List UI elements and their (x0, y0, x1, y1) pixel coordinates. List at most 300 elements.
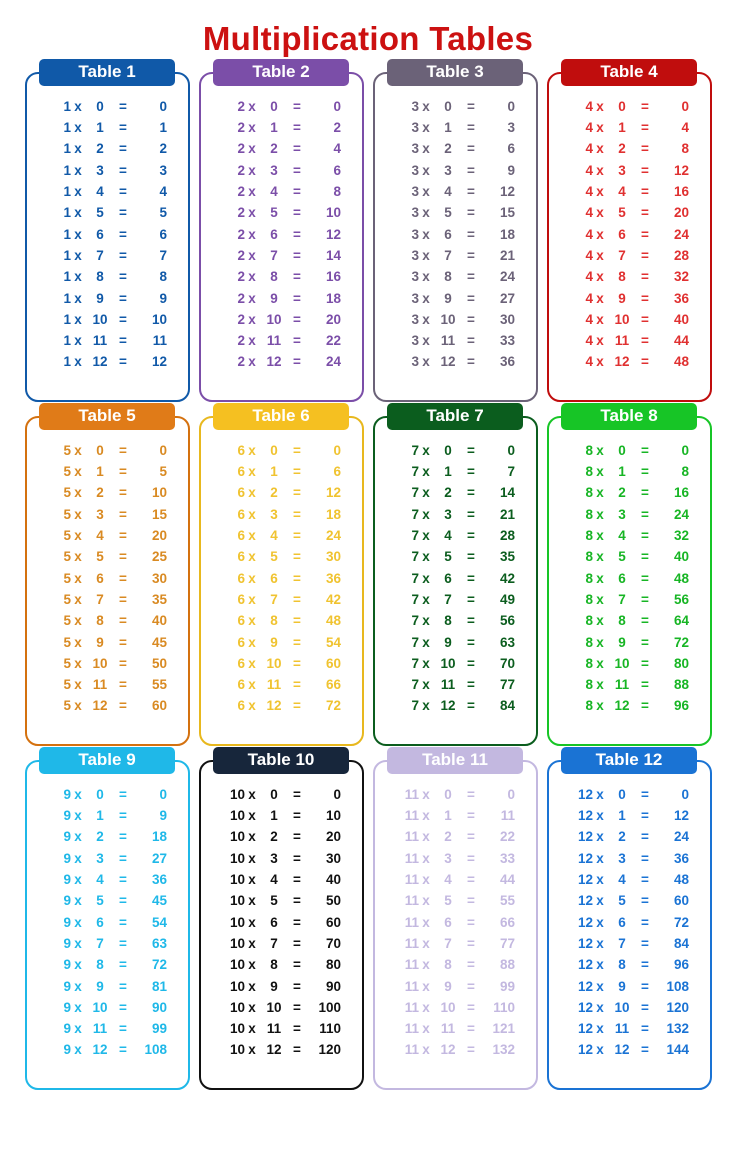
times-symbol: x (74, 808, 82, 824)
equals-symbol: = (467, 808, 475, 824)
multiplier: 10 (440, 311, 456, 327)
multiplier: 0 (96, 98, 104, 114)
page-title: Multiplication Tables (202, 20, 534, 57)
multiplier: 0 (618, 786, 626, 802)
equals-symbol: = (293, 485, 301, 501)
table-row (393, 933, 517, 954)
product: 72 (673, 634, 689, 650)
table-row (45, 632, 169, 653)
equals-symbol: = (467, 333, 475, 349)
multiplicand: 10 (229, 1042, 245, 1058)
table-row (393, 589, 517, 610)
product: 10 (325, 808, 341, 824)
multiplier: 10 (92, 999, 108, 1015)
times-symbol: x (596, 914, 604, 930)
multiplier: 7 (618, 591, 626, 607)
equals-symbol: = (467, 141, 475, 157)
multiplicand: 4 (585, 120, 593, 136)
equals-symbol: = (467, 354, 475, 370)
multiplier: 1 (444, 464, 452, 480)
table-row (219, 224, 343, 245)
table-row (219, 784, 343, 805)
times-symbol: x (74, 184, 82, 200)
table-row (393, 784, 517, 805)
product: 24 (673, 829, 689, 845)
product: 12 (673, 808, 689, 824)
times-symbol: x (248, 226, 256, 242)
times-symbol: x (596, 205, 604, 221)
multiplier: 11 (440, 1021, 456, 1037)
product: 45 (151, 634, 167, 650)
table-row (567, 440, 691, 461)
times-symbol: x (74, 333, 82, 349)
multiplicand: 6 (237, 528, 245, 544)
multiplier: 12 (614, 1042, 630, 1058)
multiplicand: 8 (585, 698, 593, 714)
table-row (393, 330, 517, 351)
product: 6 (333, 162, 341, 178)
equals-symbol: = (119, 247, 127, 263)
equals-symbol: = (293, 506, 301, 522)
multiplier: 0 (96, 442, 104, 458)
times-symbol: x (596, 591, 604, 607)
table-row (45, 568, 169, 589)
multiplicand: 5 (63, 634, 71, 650)
table-card-header: Table 7 (387, 403, 523, 430)
times-symbol: x (248, 677, 256, 693)
product: 10 (151, 485, 167, 501)
multiplier: 2 (444, 485, 452, 501)
product: 0 (681, 98, 689, 114)
times-symbol: x (74, 290, 82, 306)
multiplier: 9 (96, 978, 104, 994)
times-symbol: x (248, 570, 256, 586)
multiplicand: 2 (237, 269, 245, 285)
product: 96 (673, 957, 689, 973)
multiplier: 8 (96, 269, 104, 285)
times-symbol: x (596, 290, 604, 306)
equals-symbol: = (293, 655, 301, 671)
equals-symbol: = (293, 442, 301, 458)
equals-symbol: = (293, 613, 301, 629)
product: 84 (499, 698, 515, 714)
multiplicand: 8 (585, 442, 593, 458)
product: 18 (325, 506, 341, 522)
product: 44 (499, 872, 515, 888)
product: 88 (673, 677, 689, 693)
times-symbol: x (422, 290, 430, 306)
multiplicand: 8 (585, 613, 593, 629)
product: 30 (151, 570, 167, 586)
times-symbol: x (248, 914, 256, 930)
product: 27 (151, 850, 167, 866)
product: 48 (673, 570, 689, 586)
product: 100 (318, 999, 341, 1015)
table-row (219, 288, 343, 309)
product: 3 (507, 120, 515, 136)
equals-symbol: = (119, 141, 127, 157)
multiplicand: 7 (411, 698, 419, 714)
multiplicand: 3 (411, 205, 419, 221)
product: 90 (325, 978, 341, 994)
product: 28 (499, 528, 515, 544)
multiplicand: 7 (411, 613, 419, 629)
table-row (45, 546, 169, 567)
times-symbol: x (422, 269, 430, 285)
times-symbol: x (248, 935, 256, 951)
multiplier: 6 (270, 226, 278, 242)
multiplicand: 7 (411, 485, 419, 501)
times-symbol: x (596, 1021, 604, 1037)
multiplicand: 10 (229, 850, 245, 866)
table-row (219, 890, 343, 911)
table-row (393, 653, 517, 674)
table-card-header: Table 1 (39, 59, 175, 86)
product: 2 (333, 120, 341, 136)
times-symbol: x (596, 786, 604, 802)
equals-symbol: = (467, 98, 475, 114)
times-symbol: x (422, 205, 430, 221)
times-symbol: x (596, 808, 604, 824)
product: 7 (507, 464, 515, 480)
equals-symbol: = (641, 1042, 649, 1058)
times-symbol: x (74, 247, 82, 263)
equals-symbol: = (467, 528, 475, 544)
times-symbol: x (422, 999, 430, 1015)
multiplier: 2 (96, 485, 104, 501)
multiplicand: 4 (585, 269, 593, 285)
table-row (219, 805, 343, 826)
multiplicand: 8 (585, 506, 593, 522)
table-row (219, 997, 343, 1018)
equals-symbol: = (467, 872, 475, 888)
multiplicand: 7 (411, 464, 419, 480)
table-row (393, 546, 517, 567)
equals-symbol: = (119, 935, 127, 951)
multiplicand: 5 (63, 549, 71, 565)
multiplicand: 4 (585, 226, 593, 242)
times-symbol: x (74, 354, 82, 370)
table-row (219, 266, 343, 287)
multiplier: 12 (440, 354, 456, 370)
product: 84 (673, 935, 689, 951)
equals-symbol: = (293, 893, 301, 909)
table-row (45, 504, 169, 525)
table-row (219, 976, 343, 997)
times-symbol: x (422, 786, 430, 802)
table-row (393, 351, 517, 372)
multiplier: 12 (266, 698, 282, 714)
multiplicand: 9 (63, 999, 71, 1015)
equals-symbol: = (467, 311, 475, 327)
multiplicand: 4 (585, 247, 593, 263)
times-symbol: x (596, 634, 604, 650)
table-row (45, 1018, 169, 1039)
multiplier: 7 (270, 591, 278, 607)
table-row (219, 117, 343, 138)
multiplier: 9 (618, 634, 626, 650)
times-symbol: x (422, 893, 430, 909)
times-symbol: x (248, 591, 256, 607)
product: 6 (159, 226, 167, 242)
multiplier: 1 (96, 808, 104, 824)
equals-symbol: = (119, 999, 127, 1015)
product: 6 (333, 464, 341, 480)
product: 10 (325, 205, 341, 221)
times-symbol: x (422, 935, 430, 951)
times-symbol: x (74, 528, 82, 544)
times-symbol: x (74, 98, 82, 114)
product: 0 (159, 98, 167, 114)
table-row (393, 117, 517, 138)
equals-symbol: = (641, 850, 649, 866)
table-row (393, 632, 517, 653)
multiplier: 4 (444, 184, 452, 200)
product: 0 (507, 98, 515, 114)
product: 90 (151, 999, 167, 1015)
times-symbol: x (248, 957, 256, 973)
product: 16 (325, 269, 341, 285)
times-symbol: x (248, 634, 256, 650)
times-symbol: x (74, 205, 82, 221)
multiplicand: 11 (404, 999, 419, 1015)
table-row (219, 504, 343, 525)
equals-symbol: = (641, 485, 649, 501)
multiplier: 0 (270, 442, 278, 458)
multiplier: 8 (96, 613, 104, 629)
equals-symbol: = (467, 698, 475, 714)
table-row (567, 674, 691, 695)
product: 60 (325, 655, 341, 671)
multiplier: 5 (270, 549, 278, 565)
product: 7 (159, 247, 167, 263)
equals-symbol: = (293, 698, 301, 714)
multiplicand: 6 (237, 698, 245, 714)
product: 32 (673, 528, 689, 544)
equals-symbol: = (641, 613, 649, 629)
times-symbol: x (74, 872, 82, 888)
product: 16 (673, 184, 689, 200)
times-symbol: x (74, 698, 82, 714)
table-row (567, 805, 691, 826)
product: 0 (159, 442, 167, 458)
table-row (45, 869, 169, 890)
multiplier: 5 (96, 893, 104, 909)
table-rows (549, 96, 710, 373)
times-symbol: x (596, 893, 604, 909)
times-symbol: x (74, 442, 82, 458)
equals-symbol: = (119, 872, 127, 888)
multiplier: 7 (96, 591, 104, 607)
multiplicand: 2 (237, 311, 245, 327)
times-symbol: x (248, 528, 256, 544)
product: 12 (325, 485, 341, 501)
product: 24 (673, 226, 689, 242)
multiplicand: 1 (63, 141, 71, 157)
multiplier: 8 (270, 957, 278, 973)
multiplicand: 2 (237, 141, 245, 157)
table-row (393, 954, 517, 975)
equals-symbol: = (119, 677, 127, 693)
equals-symbol: = (293, 634, 301, 650)
product: 11 (500, 808, 515, 824)
table-row (567, 976, 691, 997)
table-row (45, 202, 169, 223)
table-card (25, 62, 190, 402)
equals-symbol: = (467, 247, 475, 263)
product: 35 (499, 549, 515, 565)
multiplicand: 8 (585, 570, 593, 586)
multiplicand: 12 (577, 786, 593, 802)
multiplier: 7 (444, 935, 452, 951)
equals-symbol: = (293, 290, 301, 306)
equals-symbol: = (119, 893, 127, 909)
table-row (567, 461, 691, 482)
equals-symbol: = (293, 333, 301, 349)
equals-symbol: = (293, 354, 301, 370)
product: 15 (151, 506, 167, 522)
multiplicand: 11 (404, 893, 419, 909)
multiplier: 1 (618, 808, 626, 824)
times-symbol: x (422, 333, 430, 349)
times-symbol: x (596, 999, 604, 1015)
multiplicand: 7 (411, 528, 419, 544)
equals-symbol: = (467, 269, 475, 285)
multiplier: 2 (618, 485, 626, 501)
table-row (219, 525, 343, 546)
equals-symbol: = (119, 354, 127, 370)
table-card-header: Table 12 (561, 747, 697, 774)
multiplier: 5 (618, 205, 626, 221)
multiplicand: 4 (585, 311, 593, 327)
times-symbol: x (74, 613, 82, 629)
equals-symbol: = (641, 333, 649, 349)
times-symbol: x (248, 311, 256, 327)
table-row (393, 976, 517, 997)
times-symbol: x (74, 1042, 82, 1058)
equals-symbol: = (641, 634, 649, 650)
product: 14 (325, 247, 341, 263)
multiplier: 5 (618, 893, 626, 909)
multiplier: 0 (270, 98, 278, 114)
times-symbol: x (422, 634, 430, 650)
equals-symbol: = (119, 613, 127, 629)
multiplicand: 3 (411, 311, 419, 327)
equals-symbol: = (119, 184, 127, 200)
times-symbol: x (596, 570, 604, 586)
times-symbol: x (422, 613, 430, 629)
product: 28 (673, 247, 689, 263)
multiplier: 3 (96, 850, 104, 866)
multiplier: 0 (618, 98, 626, 114)
multiplicand: 5 (63, 570, 71, 586)
table-row (45, 1039, 169, 1060)
table-row (219, 933, 343, 954)
multiplicand: 5 (63, 698, 71, 714)
multiplier: 5 (444, 893, 452, 909)
multiplier: 12 (266, 1042, 282, 1058)
table-rows (375, 784, 536, 1061)
multiplier: 1 (96, 120, 104, 136)
equals-symbol: = (293, 247, 301, 263)
equals-symbol: = (641, 893, 649, 909)
product: 5 (159, 464, 167, 480)
times-symbol: x (74, 570, 82, 586)
equals-symbol: = (119, 311, 127, 327)
multiplier: 8 (96, 957, 104, 973)
multiplicand: 7 (411, 549, 419, 565)
table-row (219, 589, 343, 610)
times-symbol: x (248, 120, 256, 136)
multiplier: 10 (614, 999, 630, 1015)
multiplier: 1 (270, 464, 278, 480)
multiplicand: 4 (585, 98, 593, 114)
times-symbol: x (596, 655, 604, 671)
table-card (199, 62, 364, 402)
table-rows (27, 784, 188, 1061)
table-row (45, 330, 169, 351)
multiplier: 4 (96, 872, 104, 888)
table-row (45, 695, 169, 716)
product: 88 (499, 957, 515, 973)
equals-symbol: = (467, 655, 475, 671)
equals-symbol: = (641, 247, 649, 263)
multiplier: 0 (618, 442, 626, 458)
multiplier: 9 (444, 634, 452, 650)
multiplicand: 1 (63, 184, 71, 200)
multiplicand: 9 (63, 872, 71, 888)
product: 144 (666, 1042, 689, 1058)
table-row (219, 674, 343, 695)
multiplier: 9 (270, 978, 278, 994)
product: 120 (666, 999, 689, 1015)
product: 72 (325, 698, 341, 714)
product: 55 (499, 893, 515, 909)
product: 24 (325, 354, 341, 370)
product: 27 (499, 290, 515, 306)
multiplicand: 3 (411, 141, 419, 157)
table-row (45, 138, 169, 159)
product: 70 (325, 935, 341, 951)
multiplicand: 8 (585, 655, 593, 671)
equals-symbol: = (467, 613, 475, 629)
times-symbol: x (248, 485, 256, 501)
multiplicand: 7 (411, 677, 419, 693)
multiplier: 3 (444, 850, 452, 866)
product: 40 (325, 872, 341, 888)
equals-symbol: = (119, 914, 127, 930)
table-row (45, 245, 169, 266)
product: 4 (159, 184, 167, 200)
table-row (219, 138, 343, 159)
table-row (567, 309, 691, 330)
product: 36 (325, 570, 341, 586)
table-row (567, 997, 691, 1018)
table-row (393, 525, 517, 546)
times-symbol: x (74, 634, 82, 650)
multiplicand: 4 (585, 205, 593, 221)
times-symbol: x (422, 957, 430, 973)
times-symbol: x (74, 120, 82, 136)
table-row (567, 890, 691, 911)
times-symbol: x (422, 808, 430, 824)
table-row (219, 912, 343, 933)
equals-symbol: = (641, 549, 649, 565)
multiplier: 10 (266, 999, 282, 1015)
table-row (393, 610, 517, 631)
table-card (199, 406, 364, 746)
product: 77 (499, 677, 515, 693)
